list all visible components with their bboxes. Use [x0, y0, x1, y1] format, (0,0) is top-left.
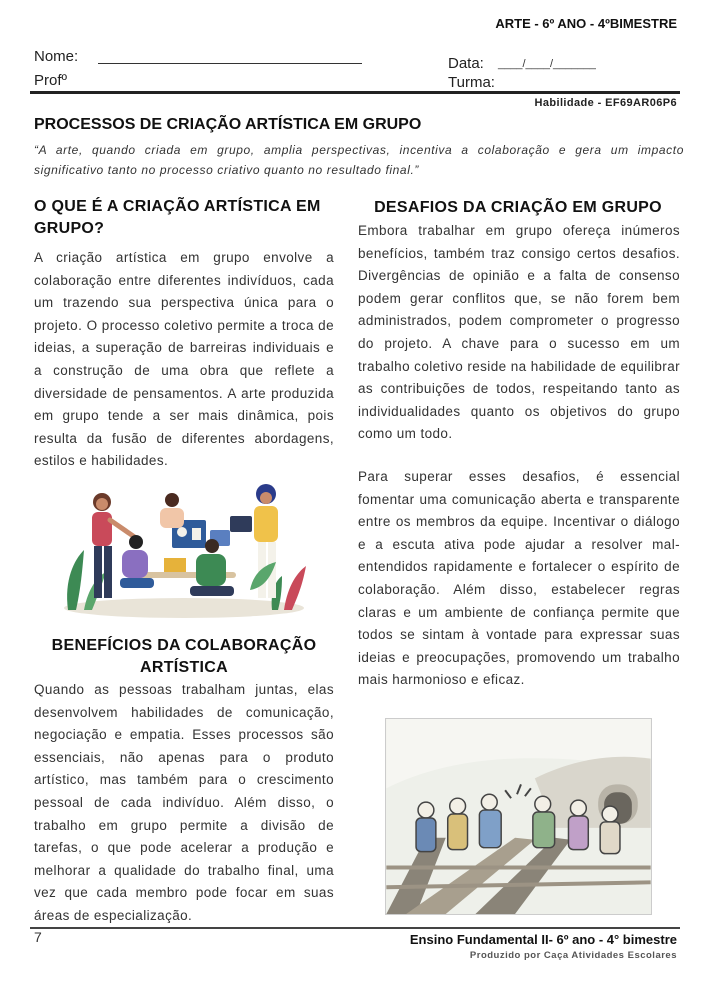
group-art-illustration [54, 480, 310, 622]
header-divider [30, 91, 680, 94]
name-label: Nome: [34, 48, 79, 65]
section2-body: Quando as pessoas trabalham juntas, elas desenvolvem habilidades de comunicação, negociação e empatia. Esses processos são essenciais, não apenas para o produto artístico, mas também para o crescimento pessoal de cada indivíduo. Além disso, o trabalho em grupo permite a divisão de tarefas, o que pode acelerar a produção e melhorar a qualidade do trabalho final, uma vez que cada membro pode focar em suas áreas de especialização. [34, 682, 334, 923]
workers-cartoon-image [385, 718, 652, 915]
prof-label: Profº [34, 72, 67, 89]
page-number: 7 [34, 929, 42, 945]
date-label: Data: [448, 55, 484, 72]
page-title: PROCESSOS DE CRIAÇÃO ARTÍSTICA EM GRUPO [34, 116, 422, 133]
section1-heading: O QUE É A CRIAÇÃO ARTÍSTICA EM GRUPO? [34, 198, 321, 237]
footer-credit: Produzido por Caça Atividades Escolares [469, 950, 677, 961]
section3-body-2: Para superar esses desafios, é essencial fomentar uma comunicação aberta e transparente entre os membros da equipe. Incentivar o diálogo e a escuta ativa pode ajudar a resolver mal-entendidos rapidamente e fortalecer o espírito de colaboração. Além disso, estabelecer regras claras e um ambiente de confiança permite que todos se sintam à vontade para expressar suas ideias e preocupações, promovendo um trabalho mais harmonioso e eficaz. [358, 469, 680, 688]
section2-heading: BENEFÍCIOS DA COLABORAÇÃO ARTÍSTICA [51, 637, 317, 676]
turma-label: Turma: [448, 74, 495, 91]
date-field[interactable]: ____/____/_______ [498, 58, 596, 70]
intro-quote: “A arte, quando criada em grupo, amplia perspectivas, incentiva a colaboração e gera um impacto significativo tanto no processo criativo quanto no resultado final.” [34, 143, 684, 177]
section3-heading: DESAFIOS DA CRIAÇÃO EM GRUPO [374, 199, 662, 216]
name-field-line[interactable] [98, 63, 362, 64]
section3-body-1: Embora trabalhar em grupo ofereça inúmeros benefícios, também traz consigo certos desafios. Divergências de opinião e a falta de consenso podem gerar conflitos que, se não forem bem administrados, podem comprometer o progresso do projeto. A chave para o sucesso em um trabalho coletivo reside na habilidade de equilibrar as contribuições de todos, respeitando tanto as individualidades quanto os objetivos do grupo como um todo. [358, 223, 680, 442]
footer-level: Ensino Fundamental II- 6º ano - 4° bimestre [409, 932, 677, 947]
subject-header: ARTE - 6º ANO - 4ºBIMESTRE [495, 16, 677, 31]
section1-body: A criação artística em grupo envolve a colaboração entre diferentes indivíduos, cada um trazendo sua perspectiva única para o projeto. O processo coletivo permite a troca de ideias, a superação de barreiras individuais e a construção de uma obra que reflete a diversidade de pensamentos. A arte produzida em grupo tende a ser mais dinâmica, pois resulta da fusão de diferentes abordagens, estilos e habilidades. [34, 250, 334, 469]
habilidade-code: Habilidade - EF69AR06P6 [534, 97, 677, 109]
footer-divider [30, 927, 680, 929]
